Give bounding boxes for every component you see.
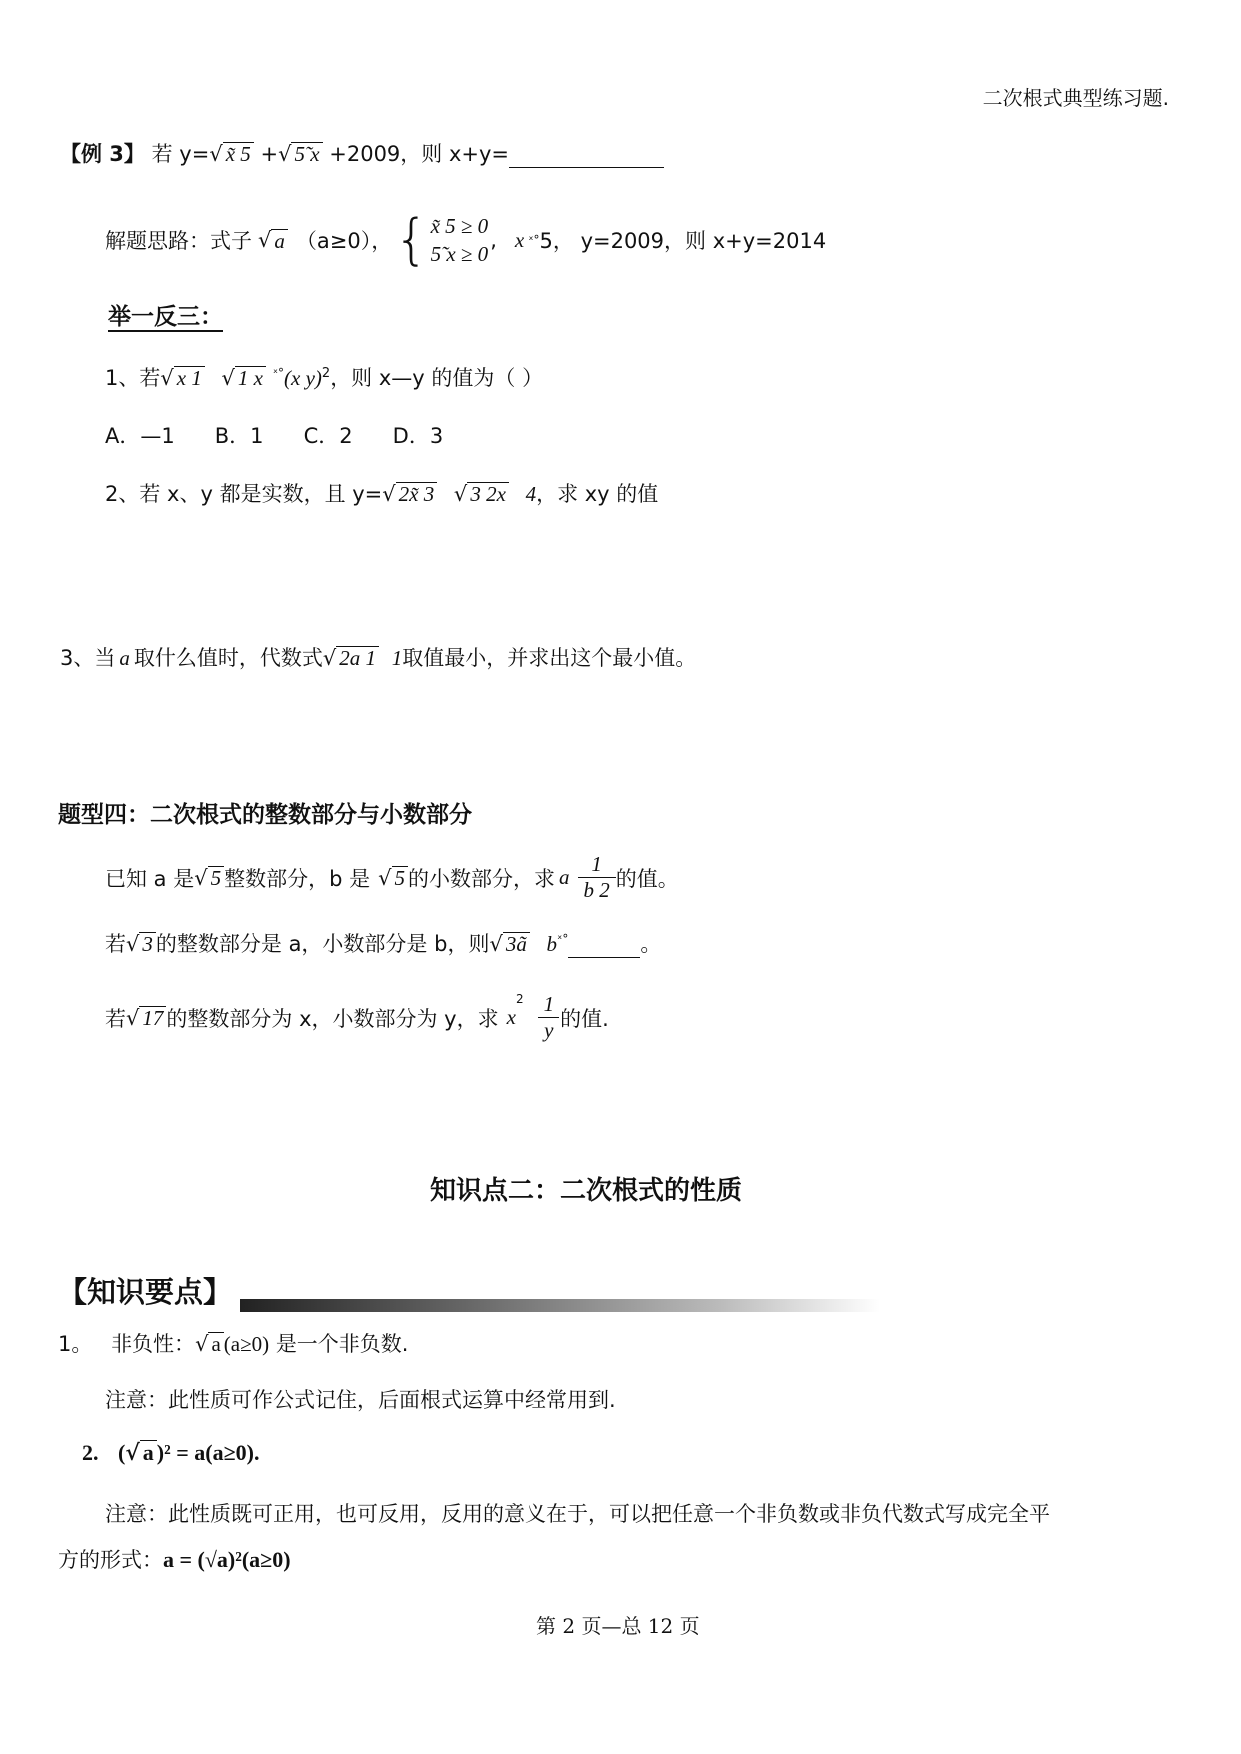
p3-text-a: 若 bbox=[105, 1006, 126, 1031]
p1-denominator: b 2 bbox=[578, 877, 616, 903]
hint-x: x bbox=[514, 227, 525, 252]
item2-number: 2. bbox=[82, 1440, 99, 1465]
radical-sign: √ bbox=[489, 932, 503, 956]
banner-gradient-bar bbox=[240, 1299, 880, 1312]
p1-text-a: 已知 a 是 bbox=[105, 866, 195, 891]
q2-tail: 4 bbox=[525, 482, 537, 506]
note-2-line-1: 注意：此性质既可正用，也可反用，反用的意义在于，可以把任意一个非负数或非负代数式写成完全平 bbox=[105, 1502, 1050, 1526]
p3-denominator: y bbox=[538, 1017, 559, 1043]
q1-exponent: 2 bbox=[321, 366, 331, 381]
example-suffix: +2009，则 x+y= bbox=[329, 142, 510, 166]
q1-suffix: ，则 x—y 的值为（ ） bbox=[330, 366, 544, 390]
item2-radicand: a bbox=[140, 1440, 157, 1464]
hint-radicand: a bbox=[271, 229, 288, 252]
q3-mid: 取什么值时，代数式 bbox=[133, 646, 323, 670]
example-3-line bbox=[60, 138, 664, 168]
item1-text: 是一个非负数. bbox=[275, 1332, 409, 1356]
radical-sign: √ bbox=[195, 1332, 209, 1356]
hint-result: 5， y=2009，则 x+y=2014 bbox=[539, 229, 827, 254]
radical-sign: √ bbox=[125, 1440, 140, 1466]
hint-line: 解题思路：式子 √ a （a≥0）， { x̃ 5 ≥ 0 5̃ x ≥ 0 , x ˣ° 5， y=2009，则 x+y=2014 bbox=[105, 208, 827, 272]
p1-var: a bbox=[559, 865, 570, 889]
equals-glyph: ˣ° bbox=[528, 233, 540, 248]
item1-condition: (a≥0) bbox=[223, 1332, 270, 1356]
radical-sign: √ bbox=[194, 865, 208, 890]
radical-sign: √ bbox=[322, 646, 337, 670]
q3-var: a bbox=[119, 646, 130, 670]
p3-radicand: 17 bbox=[139, 1006, 166, 1029]
question-1 bbox=[105, 362, 543, 392]
note2-label: 方的形式： bbox=[58, 1548, 163, 1572]
radical-sign: √ bbox=[382, 482, 396, 506]
q1-options: A．—1 B．1 C．2 D．3 bbox=[105, 424, 444, 448]
q3-tail: 1 bbox=[391, 646, 403, 670]
p2-radicand-2: 3ã bbox=[503, 932, 530, 955]
p3-numerator: 1 bbox=[543, 992, 555, 1016]
radicand-2: 5̃ x bbox=[291, 142, 322, 165]
brace-icon: { bbox=[394, 208, 429, 272]
plus-sign: + bbox=[260, 142, 279, 166]
system-line-2: 5̃ x ≥ 0 bbox=[430, 242, 489, 267]
p1-radicand-1: 5 bbox=[208, 866, 225, 889]
q3-prefix: 3、当 bbox=[60, 646, 116, 670]
p2-end: 。 bbox=[640, 932, 662, 956]
q1-radicand-1: x 1 bbox=[174, 366, 205, 389]
hint-condition: （a≥0）， bbox=[295, 229, 393, 254]
item2-formula: )² = a(a≥0). bbox=[156, 1440, 260, 1465]
q2-suffix: ，求 xy 的值 bbox=[536, 482, 659, 506]
radical-sign: √ bbox=[126, 932, 140, 956]
q3-radicand: 2a 1 bbox=[336, 646, 379, 669]
type4-problem-1 bbox=[105, 852, 679, 903]
p3-text-c: 的值. bbox=[560, 1006, 609, 1031]
answer-blank[interactable] bbox=[509, 147, 664, 168]
q1-radicand-2: 1 x bbox=[235, 366, 266, 389]
radical-sign: √ bbox=[221, 366, 235, 390]
radical-sign: √ bbox=[160, 366, 174, 390]
item2-open: ( bbox=[118, 1440, 126, 1465]
example-tag: 【例 3】 bbox=[60, 142, 145, 166]
radical-sign: √ bbox=[126, 1005, 140, 1030]
p3-exponent: 2 bbox=[515, 992, 524, 1006]
page-header-title: 二次根式典型练习题. bbox=[982, 86, 1169, 110]
p2-text-a: 若 bbox=[105, 932, 126, 956]
hint-label: 解题思路：式子 bbox=[105, 229, 252, 254]
radicand-1: x̃ 5 bbox=[223, 142, 254, 165]
p1-fraction bbox=[578, 852, 616, 903]
item1-label: 非负性： bbox=[111, 1332, 196, 1356]
p1-text-d: 的值。 bbox=[615, 866, 679, 891]
type4-problem-3 bbox=[105, 992, 609, 1043]
inequality-system bbox=[431, 212, 489, 269]
question-3 bbox=[60, 642, 696, 672]
equals-glyph: ˣ° bbox=[272, 366, 285, 380]
note2-formula: a = (√a)²(a≥0) bbox=[163, 1547, 291, 1572]
p2-var: b bbox=[546, 932, 558, 956]
p1-radicand-2: 5 bbox=[392, 866, 409, 889]
system-line-1: x̃ 5 ≥ 0 bbox=[430, 214, 489, 238]
q1-prefix: 1、若 bbox=[105, 366, 161, 390]
p3-fraction bbox=[538, 992, 561, 1043]
p3-x: x bbox=[506, 1005, 516, 1029]
radical-sign: √ bbox=[378, 865, 392, 890]
practice-heading: 举一反三： bbox=[108, 304, 223, 330]
type4-problem-2 bbox=[105, 928, 661, 958]
p2-radicand-1: 3 bbox=[139, 932, 156, 955]
p1-text-b: 整数部分，b 是 bbox=[224, 866, 371, 891]
p2-text-b: 的整数部分是 a，小数部分是 b，则 bbox=[155, 932, 490, 956]
section2-title: 知识点二：二次根式的性质 bbox=[430, 1176, 743, 1206]
q2-radicand-1: 2x̃ 3 bbox=[396, 482, 438, 505]
item1-radicand: a bbox=[208, 1332, 223, 1355]
radical-sign: √ bbox=[209, 142, 223, 166]
note-1: 注意：此性质可作公式记住，后面根式运算中经常用到. bbox=[105, 1388, 616, 1412]
knowledge-banner: 【知识要点】 bbox=[58, 1275, 233, 1309]
radical-sign: √ bbox=[453, 482, 468, 506]
type4-heading: 题型四：二次根式的整数部分与小数部分 bbox=[58, 802, 472, 828]
page-footer: 第 2 页—总 12 页 bbox=[536, 1614, 700, 1638]
p2-answer-blank[interactable] bbox=[568, 937, 640, 958]
note-2-line-2 bbox=[58, 1544, 291, 1574]
radical-sign: √ bbox=[278, 142, 292, 166]
question-2 bbox=[105, 478, 658, 508]
property-2 bbox=[82, 1440, 259, 1466]
q3-suffix: 取值最小，并求出这个最小值。 bbox=[402, 646, 697, 670]
p1-text-c: 的小数部分，求 bbox=[408, 866, 556, 891]
q2-prefix: 2、若 x、y 都是实数，且 y= bbox=[105, 482, 383, 506]
radical-sign: √ bbox=[258, 228, 272, 253]
example-prefix: 若 y= bbox=[151, 142, 210, 166]
property-1 bbox=[58, 1328, 409, 1358]
p1-numerator: 1 bbox=[591, 852, 602, 876]
item1-number: 1。 bbox=[58, 1332, 93, 1356]
p3-text-b: 的整数部分为 x，小数部分为 y，求 bbox=[166, 1006, 499, 1031]
q1-tail: (x y) bbox=[284, 366, 322, 390]
q2-radicand-2: 3 2x bbox=[467, 482, 509, 505]
equals-glyph: ˣ° bbox=[557, 932, 569, 946]
